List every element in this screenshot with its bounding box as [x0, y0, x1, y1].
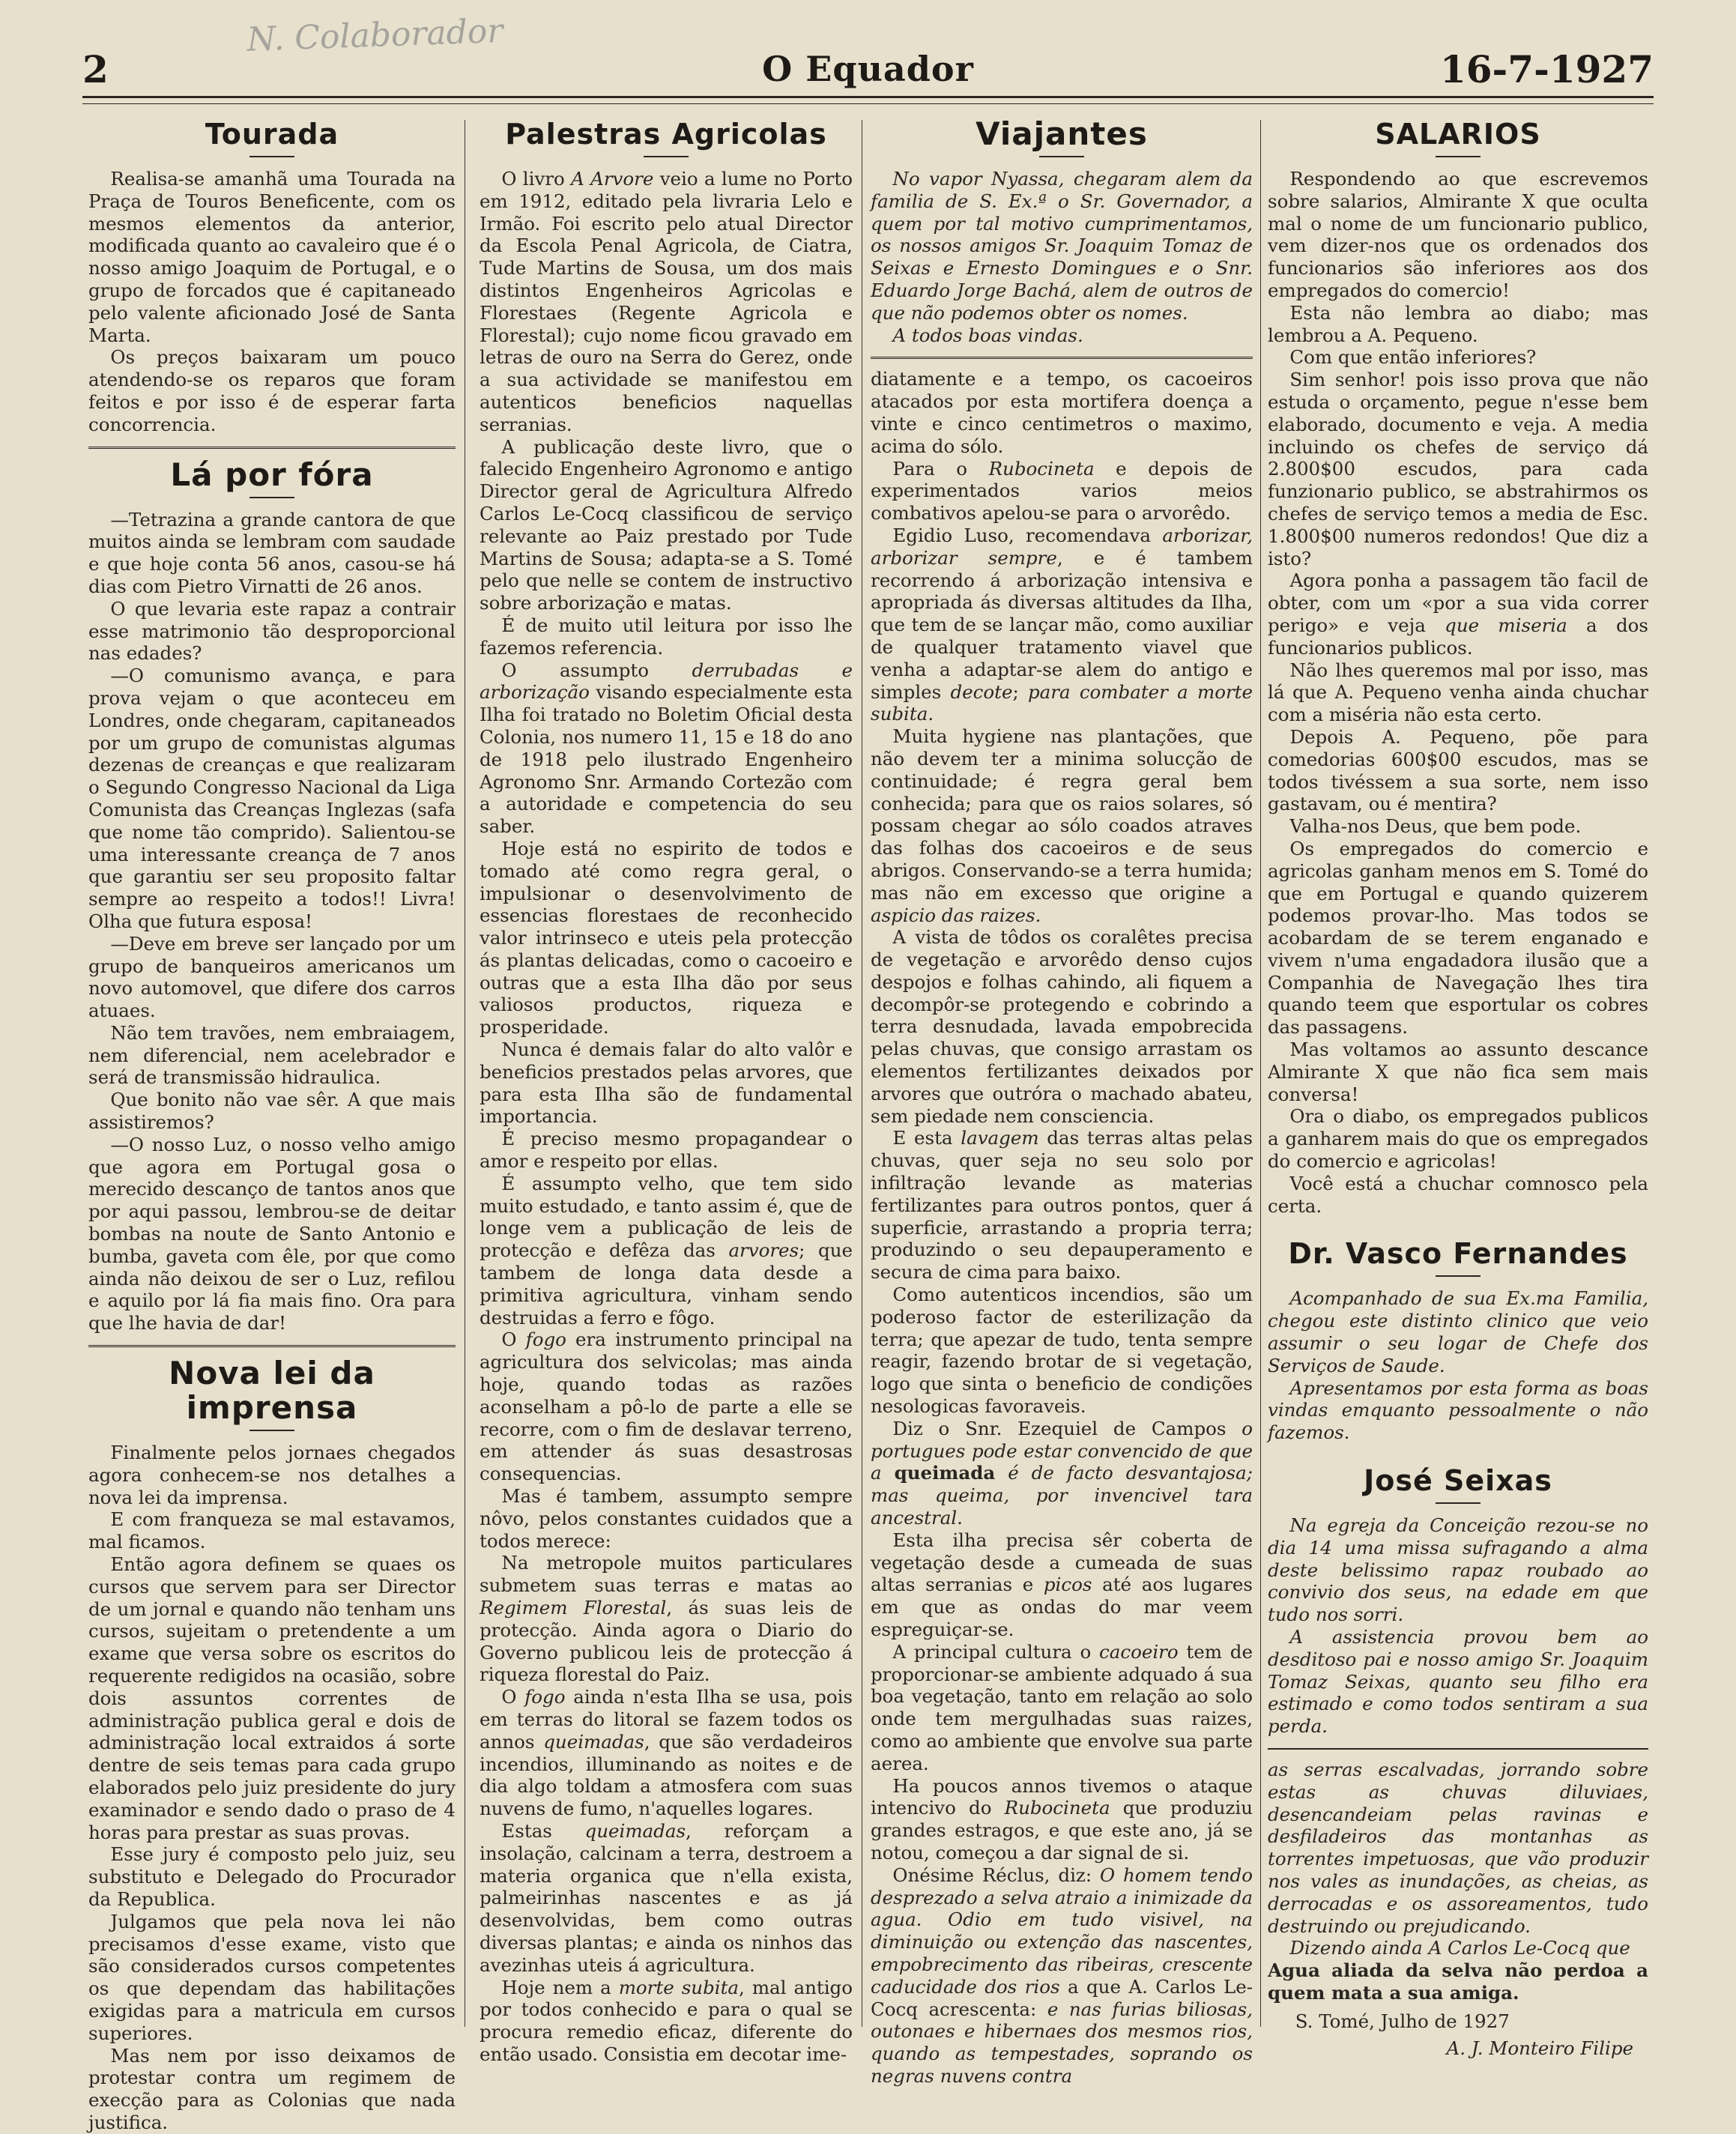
paragraph: Mas voltamos ao assunto descance Almirante X que não fica sem mais conversa! [1268, 1039, 1648, 1105]
paragraph: O assumpto derrubadas e arborização visando especialmente esta Ilha foi tratado no Boletim Oficial desta Colonia, nos numero 11, 15 e 18 do ano de 1918 pelo ilustrado Engenheiro Agronomo Snr. Armando Cortezão com a autoridade e competencia do seu saber. [480, 659, 853, 838]
paragraph: diatamente e a tempo, os cacoeiros atacados por esta mortifera doença a vinte e cinco centimetros o maximo, acima do sólo. [871, 368, 1253, 457]
paragraph: Realisa-se amanhã uma Tourada na Praça de Touros Beneficente, com os mesmos elementos da anterior, modificada quanto ao cavaleiro que é o nosso amigo Joaquim de Portugal, e o grupo de forcados que é capitaneado pelo valente aficionado José de Santa Marta. [88, 168, 456, 346]
author-signature: A. J. Monteiro Filipe [1446, 2037, 1633, 2059]
article-separator [871, 357, 1253, 360]
paragraph: Sim senhor! pois isso prova que não estuda o orçamento, pegue n'esse bem elaborado, documento e veja. A media incluindo os chefes de serviço dá 2.800$00 escudos, para cada funzionario publico, se abstrahirmos os chefes de serviço temos a media de Esc. 1.800$00 numeros redondos! Que diz a isto? [1268, 369, 1648, 569]
title-rule [249, 1430, 294, 1431]
column-2 [480, 114, 853, 2065]
title-rule [249, 497, 294, 498]
paragraph: O que levaria este rapaz a contrair esse matrimonio tão desproporcional nas edades? [88, 597, 456, 665]
masthead-rule [82, 96, 1654, 98]
headline-viajantes: Viajantes [976, 115, 1148, 152]
paragraph: —Deve em breve ser lançado por um grupo de banqueiros americanos um novo automovel, que difere dos carros atuaes. [88, 932, 456, 1022]
paragraph: Na metropole muitos particulares submetem suas terras e matas ao Regimem Florestal, ás suas leis de protecção. Ainda agora o Diario do Governo publicou leis de protecção á riqueza florestal do Paiz. [480, 1552, 853, 1686]
paragraph: A publicação deste livro, que o falecido Engenheiro Agronomo e antigo Director geral de Agricultura Alfredo Carlos Le-Cocq classificou de serviço relevante ao Paiz prestado por Tude Martins de Sousa; adapta-se a S. Tomé pelo que nelle se contem de instructivo sobre arborização e matas. [480, 435, 853, 614]
article-separator [88, 447, 456, 450]
paragraph: Ora o diabo, os empregados publicos a ganharem mais do que os empregados do comercio e agricolas! [1268, 1105, 1648, 1173]
article-salarios [1268, 117, 1648, 1217]
paragraph: A vista de tôdos os coralêtes precisa de vegetação e arvorêdo denso cujos despojos e folhas cahindo, ali fiquem a decompôr-se protegendo e cobrindo a terra desnudada, lavada empobrecida pelas chuvas, que consigo arrastam os elementos fertilizantes deixados por arvores que outróra o machado abateu, sem piedade nem consciencia. [871, 926, 1253, 1127]
paragraph: E com franqueza se mal estavamos, mal ficamos. [88, 1508, 456, 1553]
article-palestras-continued [871, 368, 1253, 2087]
article-tourada [88, 117, 456, 436]
paragraph: Acompanhado de sua Ex.ma Familia, chegou este distinto clinico que veio assumir o seu logar de Chefe dos Serviços de Saude. [1268, 1287, 1648, 1376]
paragraph: Não tem travões, nem embraiagem, nem diferencial, nem acelebrador e será de transmissão hidraulica. [88, 1021, 456, 1089]
paragraph: Muita hygiene nas plantações, que não devem ter a minima solucção de continuidade; é regra geral bem conhecida; para que os raios solares, só possam chegar ao sólo coados atraves das folhas dos cacoeiros e de seus abrigos. Conservando-se a terra humida; mas não em excesso que origine a aspicio das raizes. [871, 725, 1253, 926]
paragraph: Mas nem por isso deixamos de protestar contra um regimem de execção para as Colonias que nada justifica. [88, 2044, 456, 2133]
paragraph: Na egreja da Conceição rezou-se no dia 14 uma missa sufragando a alma deste belissimo rapaz roubado ao convivio dos seus, na edade em que tudo nos sorri. [1268, 1514, 1648, 1626]
masthead [82, 39, 1654, 99]
headline-nova-lei: Nova lei da imprensa [169, 1355, 375, 1427]
paragraph: Onésime Réclus, diz: O homem tendo desprezado a selva atraio a inimizade da agua. Odio em tudo visivel, na diminuição ou extenção das nascentes, empobrecimento das ribeiras, crescente caducidade dos rios a que A. Carlos Le-Cocq acrescenta: e nas furias biliosas, outonaes e hibernaes dos mesmos rios, quando as tempestades, soprando os negras nuvens contra [871, 1864, 1253, 2087]
paragraph: Mas é tambem, assumpto sempre nôvo, pelos constantes cuidados que a todos merece: [480, 1485, 853, 1552]
paragraph: —Tetrazina a grande cantora de que muitos ainda se lembram com saudade e que hoje conta 56 anos, casou-se há dias com Pietro Virnatti de 26 anos. [88, 508, 456, 597]
paragraph: Você está a chuchar comnosco pela certa. [1268, 1172, 1648, 1217]
closing-quote: Agua aliada da selva não perdoa a quem mata a sua amiga. [1268, 1959, 1648, 2004]
paragraph: Esta ilha precisa sêr coberta de vegetação desde a cumeada de suas altas serranias e picos até aos lugares em que as ondas do mar veem espreguiçar-se. [871, 1529, 1253, 1640]
paragraph: Julgamos que pela nova lei não precisamos d'esse exame, visto que são considerados cursos competentes os que dependam das habilitações exigidas para a matricula em cursos superiores. [88, 1910, 456, 2044]
paragraph: —O comunismo avança, e para prova vejam o que aconteceu em Londres, onde chegaram, capitaneados por um grupo de comunistas algumas dezenas de creanças e que realizaram o Segundo Congresso Nacional da Liga Comunista das Creanças Inglezas (safa que nome tão comprido). Salientou-se uma interessante creança de 7 anos que garantiu ser seu proposito faltar sempre ao respeito a todos!! Livra! Olha que futura esposa! [88, 665, 456, 932]
headline-la-por-fora: Lá por fóra [170, 456, 374, 493]
article-separator [88, 1345, 456, 1349]
headline-jose-seixas: José Seixas [1364, 1464, 1552, 1498]
paragraph: Dizendo ainda A Carlos Le-Cocq que [1289, 1937, 1630, 1959]
paragraph: Agora ponha a passagem tão facil de obter, com um «por a sua vida correr perigo» e veja que miseria a dos funcionarios publicos. [1268, 569, 1648, 659]
page-number: 2 [82, 46, 109, 91]
paragraph: Egidio Luso, recomendava arborizar, arborizar sempre, e é tambem recorrendo á arborização intensiva e apropriada ás diversas altitudes da Ilha, que tem de se lançar mão, como auxiliar de qualquer tratamento viavel que venha a adaptar-se alem do antigo e simples decote; para combater a morte subita. [871, 524, 1253, 725]
paragraph: Para o Rubocineta e depois de experimentados varios meios combativos apelou-se para o arvorêdo. [871, 457, 1253, 525]
handwritten-annotation: N. Colaborador [246, 11, 504, 59]
paragraph: —O nosso Luz, o nosso velho amigo que agora em Portugal gosa o merecido descanço de tantos anos que por aqui passou, lembrou-se de deitar bombas na noute de Santo Antonio e bumba, gaveta com êle, por que como ainda não deixou de ser o Luz, refilou e aquilo por lá fia mais fino. Ora para que lhe havia de dar! [88, 1133, 456, 1334]
issue-date: 16-7-1927 [1439, 46, 1654, 91]
paragraph: Valha-nos Deus, que bem pode. [1289, 815, 1582, 838]
paragraph: A assistencia provou bem ao desditoso pai e nosso amigo Sr. Joaquim Tomaz Seixas, quanto seu filho era estimado e como todos sentiram a sua perda. [1268, 1626, 1648, 1738]
place-date: S. Tomé, Julho de 1927 [1295, 2010, 1510, 2032]
newspaper-title: O Equador [762, 49, 974, 89]
article-vasco-fernandes [1268, 1236, 1648, 1444]
paragraph: É assumpto velho, que tem sido muito estudado, e tanto assim é, que de longe vem a publicação de leis de protecção e defêza das arvores; que tambem de longa data desde a primitiva agricultura, vinham sendo destruidas a ferro e fôgo. [480, 1172, 853, 1329]
paragraph: Hoje nem a morte subita, mal antigo por todos conhecido e para o qual se procura remedio eficaz, diferente do então usado. Consistia em decotar ime- [480, 1976, 853, 2065]
paragraph: Não lhes queremos mal por isso, mas lá que A. Pequeno venha ainda chuchar com a miséria não esta certo. [1268, 659, 1648, 726]
paragraph: Como autenticos incendios, são um poderoso factor de esterilização da terra; que apezar de tudo, tenta sempre reagir, fazendo brotar de si vegetação, logo que sinta o beneficio de condições nesologicas favoraveis. [871, 1284, 1253, 1418]
paragraph: O fogo ainda n'esta Ilha se usa, pois em terras do litoral se fazem todos os annos queimadas, que são verdadeiros incendios, illuminando as noites e de dia algo toldam a atmosfera com suas nuvens de fumo, n'aquelles logares. [480, 1686, 853, 1820]
column-1 [88, 114, 456, 2133]
paragraph: Com que então inferiores? [1289, 346, 1537, 369]
title-rule [1436, 1502, 1481, 1504]
paragraph: No vapor Nyassa, chegaram alem da familia de S. Ex.ª o Sr. Governador, a quem por tal motivo cumprimentamos, os nossos amigos Sr. Joaquim Tomaz de Seixas e Ernesto Domingues e o Snr. Eduardo Jorge Bachá, alem de outros de que não podemos obter os nomes. [871, 168, 1253, 324]
paragraph: Os empregados do comercio e agricolas ganham menos em S. Tomé do que em Portugal e quando quizerem podemos provar-lho. Mas todos se acobardam de se terem enganado e vivem n'uma engadadora ilusão que a Companhia de Navegação lhes tira quando teem que esportular os cobres das passagens. [1268, 837, 1648, 1039]
column-divider [1260, 120, 1261, 2027]
paragraph: Respondendo ao que escrevemos sobre salarios, Almirante X que oculta mal o nome de um funcionario publico, vem dizer-nos que os ordenados dos funcionarios são inferiores aos dos empregados do comercio! [1268, 168, 1648, 301]
paragraph: Então agora definem se quaes os cursos que servem para ser Director de um jornal e quando não tenham uns cursos, sujeitam o pretendente a um exame que versa sobre os escritos do requerente redigidos na ocasião, sobre dois assuntos correntes de administração publica geral e dois de administração local extraidos á sorte dentre de seis temas para cada grupo elaborados pelo juiz presidente do jury examinador e sendo dado o praso de 4 horas para prestar as suas provas. [88, 1553, 456, 1843]
paragraph: É preciso mesmo propagandear o amor e respeito por ellas. [480, 1128, 853, 1173]
paragraph: A principal cultura o cacoeiro tem de proporcionar-se ambiente adquado á sua boa vegetação, tanto em relação ao solo onde tem mergulhadas suas raizes, como ao ambiente que envolve sua parte aerea. [871, 1640, 1253, 1774]
article-jose-seixas [1268, 1463, 1648, 1738]
headline-palestras: Palestras Agricolas [505, 118, 827, 151]
title-rule [1436, 156, 1481, 157]
article-viajantes [871, 117, 1253, 346]
title-rule [1039, 156, 1084, 157]
article-palestras-end [1268, 1759, 1648, 2059]
column-4 [1268, 114, 1648, 2059]
paragraph: Estas queimadas, reforçam a insolação, calcinam a terra, destroem a materia organica que n'ella exista, palmeirinhas nascentes e as já desenvolvidas, bem como outras diversas plantas; e ainda os ninhos das avezinhas uteis á agricultura. [480, 1819, 853, 1976]
paragraph: Ha poucos annos tivemos o ataque intencivo do Rubocineta que produziu grandes estragos, e que este ano, já se notou, começou a dar signal de si. [871, 1774, 1253, 1864]
paragraph: Finalmente pelos jornaes chegados agora conhecem-se nos detalhes a nova lei da imprensa. [88, 1442, 456, 1508]
paragraph: Esta não lembra ao diabo; mas lembrou a A. Pequeno. [1268, 301, 1648, 346]
paragraph: as serras escalvadas, jorrando sobre estas as chuvas diluviaes, desencandeiam pelas ravinas e desfiladeiros das montanhas as torrentes impetuosas, que vão produzir nos vales as inundações, as cheias, as derrocadas e os assoreamentos, tudo destruindo ou prejudicando. [1268, 1759, 1648, 1937]
paragraph: Nunca é demais falar do alto valôr e beneficios prestados pelas arvores, que para esta Ilha são de fundamental importancia. [480, 1039, 853, 1128]
paragraph: Hoje está no espirito de todos e tomado até como regra geral, o impulsionar o desenvolvimento de essencias florestaes de reconhecido valor intrinseco e uteis pela protecção ás plantas delicadas, como o cacoeiro e outras que a esta Ilha dão por seus valiosos productos, riqueza e prosperidade. [480, 837, 853, 1039]
paragraph: Esse jury é composto pelo juiz, seu substituto e Delegado do Procurador da Republica. [88, 1843, 456, 1910]
title-rule [1436, 1275, 1481, 1277]
article-separator [1268, 1748, 1648, 1750]
paragraph: A todos boas vindas. [892, 324, 1083, 346]
article-nova-lei [88, 1356, 456, 2134]
headline-vasco-fernandes: Dr. Vasco Fernandes [1288, 1237, 1628, 1271]
paragraph: Depois A. Pequeno, põe para comedorias 600$00 escudos, mas se todos tivéssem a sua sorte, nem isso gastavam, ou é mentira? [1268, 725, 1648, 815]
masthead-rule-thin [82, 103, 1654, 104]
paragraph: Os preços baixaram um pouco atendendo-se os reparos que foram feitos e por isso é de esperar farta concorrencia. [88, 346, 456, 435]
title-rule [249, 156, 294, 157]
paragraph: Apresentamos por esta forma as boas vindas emquanto pessoalmente o não fazemos. [1268, 1376, 1648, 1444]
headline-salarios: SALARIOS [1375, 118, 1541, 151]
article-palestras-agricolas [480, 117, 853, 2066]
paragraph: E esta lavagem das terras altas pelas chuvas, quer seja no seu solo por infiltração levande as materias fertilizantes para outros pontos, quer á superficie, arrastando a propria terra; produzindo o seu depauperamento e secura de cima para baixo. [871, 1127, 1253, 1284]
paragraph: Que bonito não vae sêr. A que mais assistiremos? [88, 1089, 456, 1134]
headline-tourada: Tourada [205, 118, 339, 151]
title-rule [644, 156, 689, 157]
article-la-por-fora [88, 458, 456, 1334]
paragraph: O fogo era instrumento principal na agricultura dos selvicolas; mas ainda hoje, quando todas as razões aconselham a pô-lo de parte a elle se recorre, com o fim de deslavar terreno, em attender ás suas desastrosas consequencias. [480, 1329, 853, 1485]
paragraph: O livro A Arvore veio a lume no Porto em 1912, editado pela livraria Lelo e Irmão. Foi escrito pelo atual Director da Escola Penal Agricola, de Ciatra, Tude Martins de Sousa, um dos mais distintos Engenheiros Agricolas e Florestaes (Regente Agricola e Florestal); cujo nome ficou gravado em letras de ouro na Serra do Gerez, onde a sua actividade se manifestou em autenticos beneficios naquellas serranias. [480, 168, 853, 435]
paragraph: Diz o Snr. Ezequiel de Campos o portugues pode estar convencido de que a queimada é de facto desvantajosa; mas queima, por invencivel tara ancestral. [871, 1417, 1253, 1529]
paragraph: É de muito util leitura por isso lhe fazemos referencia. [480, 614, 853, 659]
column-3 [871, 114, 1253, 2087]
